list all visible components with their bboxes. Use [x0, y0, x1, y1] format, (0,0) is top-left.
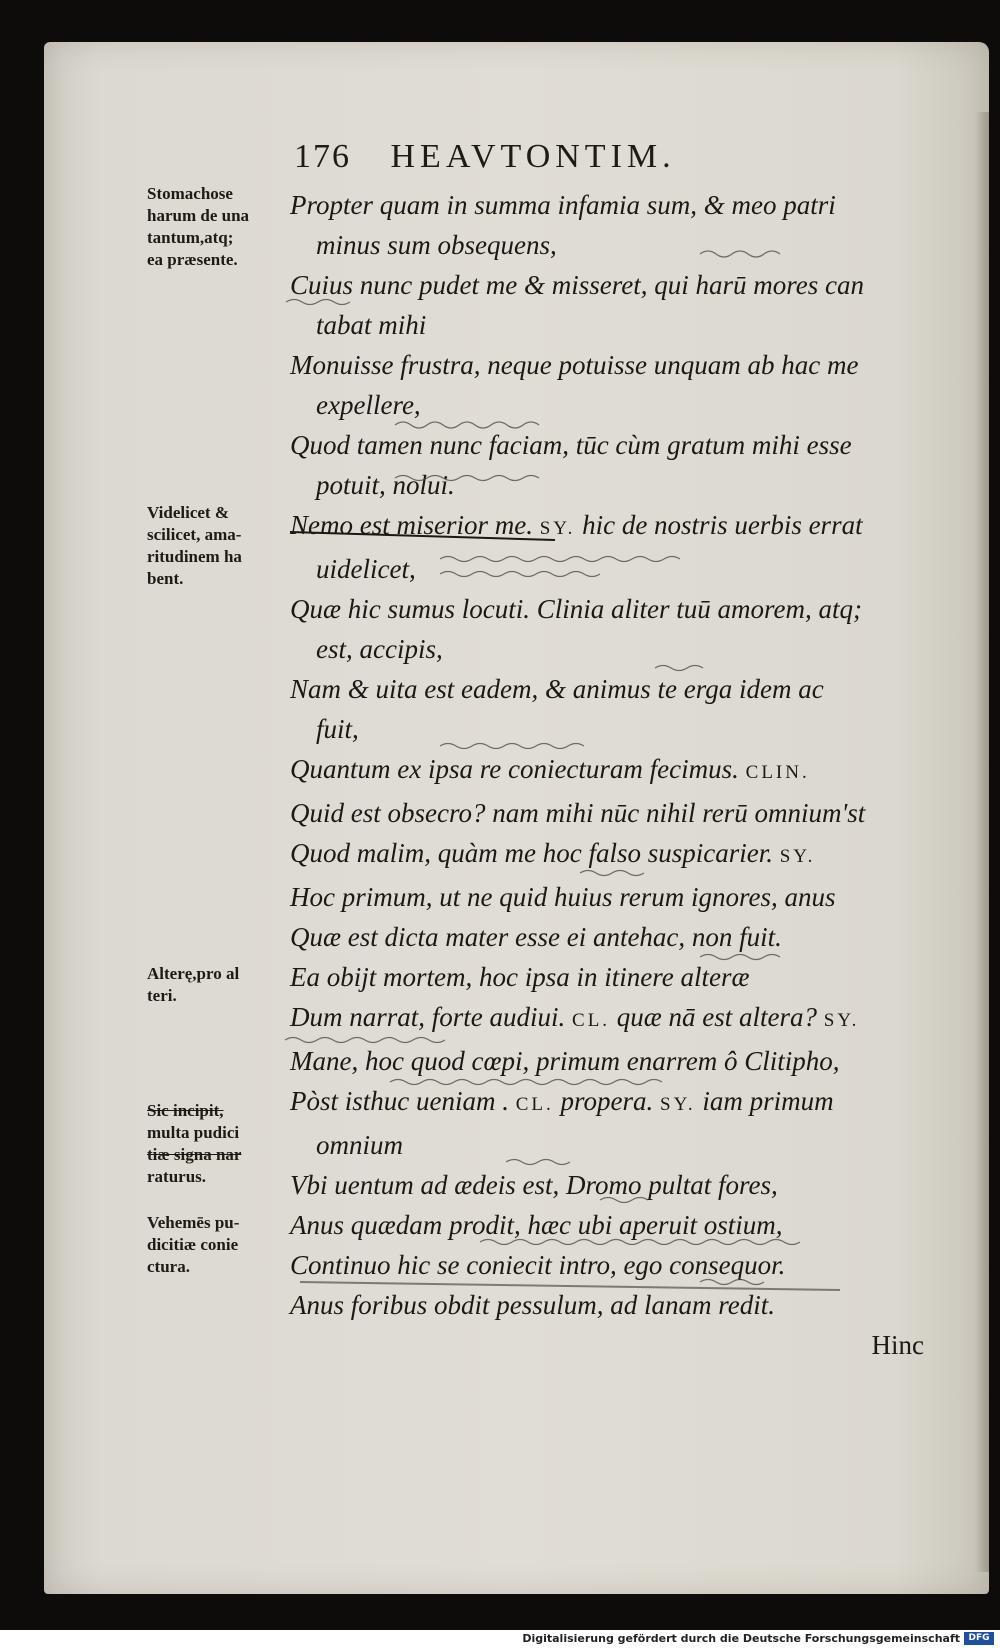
- gloss-stroke: [655, 666, 703, 671]
- verse-line: minus sum obsequens,: [316, 230, 557, 260]
- marginal-line: multa pudici: [147, 1123, 240, 1142]
- gloss-stroke: [440, 557, 680, 562]
- marginal-line: ea præsente.: [147, 250, 238, 269]
- verse-line: Nam & uita est eadem, & animus te erga idem ac: [290, 674, 824, 704]
- speaker-label: CL.: [572, 1010, 611, 1031]
- verse-line: Hoc primum, ut ne quid huius rerum ignores, anus: [290, 882, 836, 912]
- underline-stroke: [300, 1282, 840, 1290]
- marginal-line: Videlicet &: [147, 503, 229, 522]
- marginal-line: Sic incipit,: [147, 1101, 224, 1120]
- verse-line: fuit,: [316, 714, 359, 744]
- speaker-label: SY.: [823, 1010, 860, 1031]
- verse-line: Monuisse frustra, neque potuisse unquam ab hac me: [290, 350, 859, 380]
- verse-line: Continuo hic se coniecit intro, ego consequor.: [290, 1250, 786, 1280]
- gloss-stroke: [580, 871, 644, 876]
- verse-line: Quantum ex ipsa re coniecturam fecimus. CLIN.: [290, 754, 810, 784]
- marginal-line: tiæ signa nar: [147, 1145, 242, 1164]
- verse-line: omnium: [316, 1130, 403, 1160]
- gloss-stroke: [395, 422, 539, 428]
- gloss-stroke: [480, 1240, 800, 1245]
- verse-line: Nemo est miserior me. SY. hic de nostris uerbis errat: [290, 510, 863, 540]
- verse-line: Vbi uentum ad ædeis est, Dromo pultat fores,: [290, 1170, 778, 1200]
- marginal-line: teri.: [147, 986, 177, 1005]
- verse-line: est, accipis,: [316, 634, 443, 664]
- speaker-label: CL.: [515, 1094, 554, 1115]
- folio-number: 176: [294, 138, 351, 175]
- verse-line: tabat mihi: [316, 310, 427, 340]
- speaker-label: SY.: [660, 1094, 696, 1115]
- verse-line: Propter quam in summa infamia sum, & meo patri: [290, 190, 836, 220]
- verse-line: uidelicet,: [316, 554, 416, 584]
- marginal-line: harum de una: [147, 206, 250, 225]
- gloss-stroke: [700, 251, 780, 257]
- marginal-line: Vehemēs pu-: [147, 1213, 240, 1232]
- verse-line: Quid est obsecro? nam mihi nūc nihil rerū omnium'st: [290, 798, 866, 828]
- marginal-line: Stomachose: [147, 184, 233, 203]
- gloss-stroke: [440, 572, 600, 577]
- verse-line: Mane, hoc quod cœpi, primum enarrem ô Clitipho,: [290, 1046, 840, 1076]
- verse-line: Anus quædam prodit, hæc ubi aperuit ostium,: [290, 1210, 783, 1240]
- verse-line: Quæ hic sumus locuti. Clinia aliter tuū amorem, atq;: [290, 594, 862, 624]
- gloss-stroke: [440, 744, 584, 749]
- gloss-stroke: [506, 1160, 570, 1165]
- gloss-stroke: [700, 955, 780, 960]
- verse-line: Cuius nunc pudet me & misseret, qui harū mores can: [290, 270, 864, 300]
- marginal-line: tantum,atq;: [147, 228, 234, 247]
- verse-line: Quæ est dicta mater esse ei antehac, non fuit.: [290, 922, 782, 952]
- verse-line: expellere,: [316, 390, 421, 420]
- catchword: Hinc: [871, 1330, 924, 1360]
- verse-line: Pòst isthuc ueniam . CL. propera. SY. iam primum: [290, 1086, 834, 1116]
- marginal-line: Alterę,pro al: [147, 964, 240, 983]
- gloss-stroke: [700, 1280, 764, 1285]
- gloss-stroke: [395, 476, 539, 481]
- speaker-label: SY.: [779, 846, 816, 867]
- verse-line: Dum narrat, forte audiui. CL. quæ nā est altera? SY.: [290, 1002, 860, 1032]
- marginal-line: scilicet, ama-: [147, 525, 242, 544]
- dfg-logo: DFG: [964, 1632, 994, 1645]
- verse-line: Quod malim, quàm me hoc falso suspicarier. SY.: [290, 838, 816, 868]
- gloss-stroke: [285, 1038, 445, 1043]
- marginal-line: raturus.: [147, 1167, 207, 1186]
- gloss-stroke: [600, 1198, 648, 1203]
- marginal-line: dicitiæ conie: [147, 1235, 239, 1254]
- marginal-line: ritudinem ha: [147, 547, 242, 566]
- marginal-line: bent.: [147, 569, 184, 588]
- gloss-stroke: [286, 300, 350, 305]
- speaker-label: CLIN.: [745, 762, 810, 783]
- verse-line: potuit, nolui.: [316, 470, 455, 500]
- speaker-label: SY.: [539, 518, 576, 539]
- funding-note: Digitalisierung gefördert durch die Deutsche Forschungsgemeinschaft: [522, 1632, 960, 1645]
- marginal-line: ctura.: [147, 1257, 190, 1276]
- gloss-stroke: [390, 1080, 662, 1085]
- verse-line: Ea obijt mortem, hoc ipsa in itinere alteræ: [290, 962, 750, 992]
- verse-line: Anus foribus obdit pessulum, ad lanam redit.: [290, 1290, 776, 1320]
- running-title: HEAVTONTIM.: [390, 138, 676, 175]
- strike-stroke: [290, 532, 555, 540]
- verse-line: Quod tamen nunc faciam, tūc cùm gratum mihi esse: [290, 430, 852, 460]
